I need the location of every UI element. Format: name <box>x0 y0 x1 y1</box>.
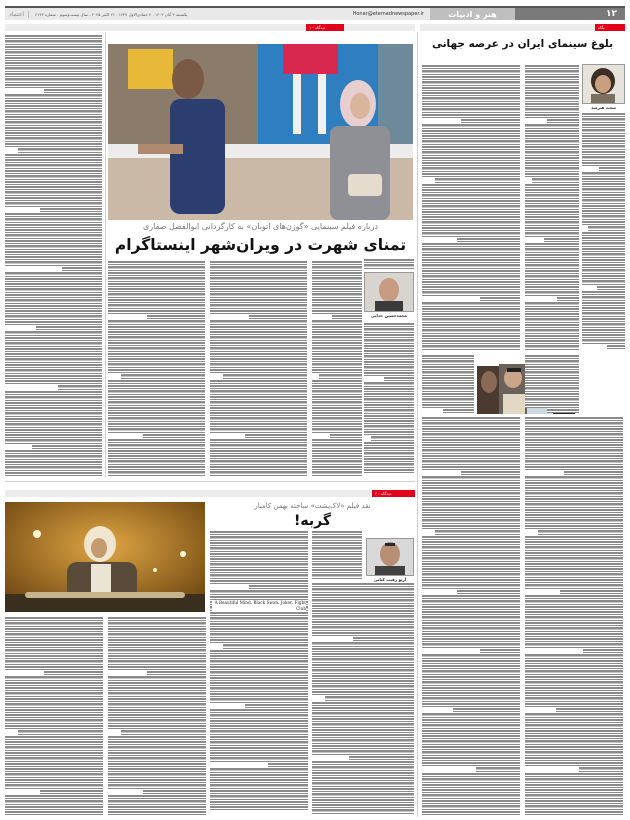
header-left <box>5 8 353 20</box>
right-article-text-col-1 <box>525 64 579 354</box>
author-photo <box>582 64 625 104</box>
tagbar-bottom <box>5 490 415 497</box>
author-portrait-icon <box>365 273 413 311</box>
main-article-text-col-1b <box>364 322 414 478</box>
main-article-text-col-5 <box>5 34 102 479</box>
right-article-text-col-2 <box>422 64 520 354</box>
main-article-photo <box>108 44 413 220</box>
author-photo <box>364 272 414 312</box>
tagbar-left <box>5 24 415 31</box>
page-header <box>5 6 625 20</box>
author-photo <box>366 538 414 576</box>
section-title: هنر و ادبیات <box>430 8 515 20</box>
right-article-text-col-1c <box>525 354 579 414</box>
main-article-subhead: درباره فیلم سینمایی «گوزن‌های اتوبان» به کارگردانی ابوالفضل صفاری <box>143 222 378 231</box>
dateline: یکشنبه ۴ آبان ۱۴۰۴ . ۴ جمادی‌الاول ۱۴۴۷ . ۲۶ اکتبر ۲۰۲۵ . سال بیست‌وسوم . شماره ۶۱۲۳ <box>35 11 188 17</box>
author-name: آرپو رقیب کیانی <box>373 577 407 582</box>
right-article-text-col-2d <box>422 416 520 816</box>
bottom-article-photo <box>5 502 205 612</box>
section-email[interactable]: Honar@etemadnewspaper.ir <box>352 11 424 17</box>
bottom-article-text-col-1b <box>312 582 414 816</box>
right-article-text-col-1b <box>582 112 625 352</box>
bottom-article-text-col-2 <box>210 530 308 816</box>
main-article-text-col-2 <box>312 260 362 478</box>
main-article-author <box>364 272 414 318</box>
bottom-article-inline-titles: A Beautiful Mind، Black Swan، Joker، Fight Club <box>212 600 306 612</box>
tag-negah: نگاه <box>595 24 625 31</box>
right-article-text-col-2c <box>422 354 474 414</box>
section-divider <box>5 481 415 482</box>
newspaper-logo: اعتماد <box>9 11 29 18</box>
main-article-text-col-3 <box>210 260 307 478</box>
main-article-text-col-4 <box>108 260 205 478</box>
bottom-article-text-col-1a <box>312 530 362 580</box>
bottom-article-text-col-3 <box>108 616 206 816</box>
author-portrait-icon <box>583 65 624 103</box>
main-article-text-col-1 <box>364 258 414 270</box>
bottom-article-author <box>366 538 414 582</box>
bottom-article-headline: گربه! <box>294 513 331 529</box>
tag-view-2: دیدگاه - ۲ <box>372 490 415 497</box>
film-still-man-woman-street-icon <box>108 44 413 220</box>
film-still-woman-car-tunnel-icon <box>5 502 205 612</box>
main-article-headline: تمنای شهرت در ویران‌شهر اینستاگرام <box>114 236 407 254</box>
bottom-article-subhead: نقد فیلم «لاک‌پشت» ساخته بهمن کامیار <box>254 502 371 510</box>
column-divider <box>105 32 106 477</box>
bottom-article-text-col-4 <box>5 616 103 816</box>
author-portrait-icon <box>367 539 413 575</box>
author-name: سعید هنرمند <box>591 105 616 110</box>
right-article-author <box>582 64 625 110</box>
tag-view-1: دیدگاه - ۱ <box>306 24 344 31</box>
page-number: ۱۲ <box>515 8 625 20</box>
right-article-text-col-1d <box>525 416 623 816</box>
column-divider <box>417 32 418 817</box>
right-article-headline: بلوغ سینمای ایران در عرصه جهانی <box>431 38 614 50</box>
author-name: محمدحسین خدایی <box>370 313 408 318</box>
